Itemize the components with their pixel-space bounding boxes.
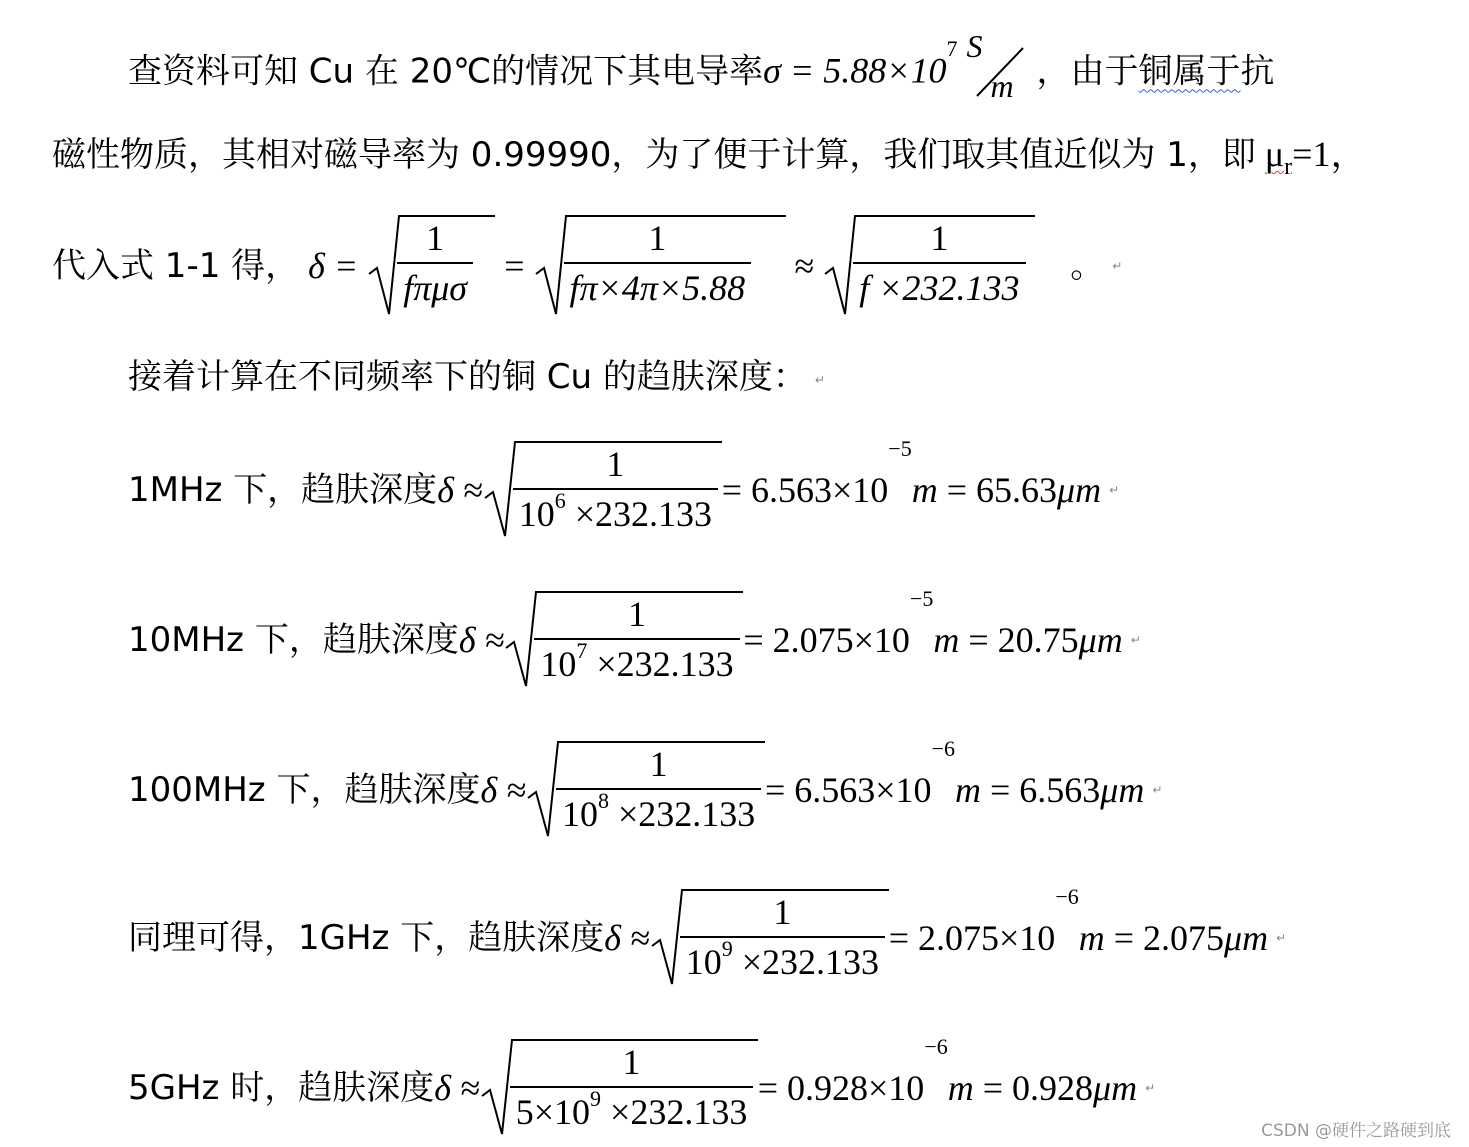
den-exponent: 8	[597, 788, 609, 813]
result-value: = 6.563×10	[764, 770, 932, 810]
spellcheck-underlined-text: 铜属于	[1138, 51, 1241, 92]
row-1ghz	[128, 883, 1287, 988]
numerator: 1	[426, 218, 445, 258]
paragraph-3-text: 代入式 1-1 得，	[52, 246, 300, 286]
radical-icon	[823, 214, 1035, 318]
paragraph-4	[128, 357, 825, 397]
numerator: 1	[606, 444, 625, 484]
sqrt-term	[480, 1038, 758, 1138]
paragraph-mark-icon: ↵	[1152, 783, 1163, 797]
numerator: 1	[773, 892, 792, 932]
radical-icon	[650, 888, 889, 988]
paragraph-mark-icon: ↵	[1130, 633, 1141, 647]
paragraph-3	[52, 214, 1122, 318]
radical-icon	[504, 590, 743, 690]
paragraph-1	[128, 28, 1275, 104]
numerator: 1	[627, 594, 646, 634]
conductivity-exponent: 7	[946, 36, 958, 61]
den-base: 10	[540, 644, 577, 684]
denominator: f ×232.133	[853, 262, 1025, 306]
den-exponent: 7	[576, 638, 588, 663]
paragraph-mark-icon: ↵	[1145, 1081, 1156, 1095]
result-exponent: −5	[909, 585, 934, 611]
radical-icon	[526, 740, 765, 840]
row-label: 1MHz 下，趋肤深度	[128, 470, 438, 510]
paragraph-2-tail: =1，	[1292, 134, 1367, 174]
denominator: fπμσ	[397, 262, 473, 306]
paragraph-mark-icon: ↵	[1112, 259, 1123, 273]
paragraph-1-text: 查资料可知 Cu 在 20℃的情况下其电导率	[128, 51, 764, 92]
mu-r-symbol	[1264, 134, 1293, 181]
result-micro-value: = 65.63	[937, 470, 1058, 510]
result-exponent: −6	[1055, 883, 1079, 909]
mu-symbol: μ	[1264, 134, 1285, 174]
numerator: 1	[622, 1042, 641, 1082]
den-exponent: 6	[554, 488, 566, 513]
den-exponent: 9	[721, 936, 733, 961]
paragraph-2-text: 磁性物质，其相对磁导率为 0.99990，为了便于计算，我们取其值近似为 1，即	[52, 135, 1256, 175]
denominator: fπ×4π×5.88	[564, 262, 752, 306]
result-exponent: −5	[888, 435, 912, 461]
result-micro-unit: μm	[1057, 470, 1102, 510]
result-micro-value: = 20.75	[959, 620, 1079, 660]
result	[764, 735, 1145, 810]
result-micro-unit: μm	[1224, 918, 1269, 958]
row-label: 100MHz 下，趋肤深度	[128, 770, 481, 810]
row-100mhz	[128, 735, 1163, 840]
result-exponent: −6	[924, 1033, 948, 1059]
result	[757, 1033, 1138, 1108]
equals-sign: =	[504, 246, 525, 286]
den-base: 10	[561, 794, 598, 834]
result-exponent: −6	[931, 735, 955, 761]
radical-icon	[480, 1038, 758, 1138]
sqrt-term	[650, 888, 889, 988]
paragraph-4-text: 接着计算在不同频率下的铜 Cu 的趋肤深度：	[128, 357, 807, 397]
result-micro-value: = 0.928	[973, 1068, 1094, 1108]
row-10mhz	[128, 585, 1141, 690]
delta-equals: δ =	[308, 246, 359, 286]
result	[743, 585, 1123, 660]
delta-approx: δ ≈	[458, 620, 505, 660]
result-unit: m	[947, 1068, 974, 1108]
delta-approx: δ ≈	[480, 770, 526, 810]
radical-icon	[534, 214, 786, 318]
den-tail: ×232.133	[565, 494, 712, 534]
sqrt-term-1	[367, 214, 495, 318]
den-tail: ×232.133	[601, 1092, 748, 1132]
result-unit: m	[954, 770, 981, 810]
delta-approx: δ ≈	[604, 918, 650, 958]
den-exponent: 9	[590, 1086, 602, 1111]
result-value: = 2.075×10	[743, 620, 910, 660]
paragraph-2	[52, 136, 1366, 179]
unit-siemens-per-meter	[966, 28, 1037, 104]
row-label: 5GHz 时，趋肤深度	[128, 1068, 435, 1108]
result-micro-unit: μm	[1100, 770, 1145, 810]
sqrt-term	[526, 740, 765, 840]
den-tail: ×232.133	[608, 794, 756, 834]
sqrt-term	[483, 440, 722, 540]
row-5ghz	[128, 1033, 1156, 1138]
result	[888, 883, 1269, 958]
unit-denominator: m	[990, 68, 1014, 104]
radical-icon	[367, 214, 495, 318]
den-tail: ×232.133	[732, 942, 880, 982]
row-label: 10MHz 下，趋肤深度	[128, 620, 459, 660]
result-value: = 6.563×10	[721, 470, 889, 510]
period: 。	[1070, 246, 1105, 286]
mu-subscript: r	[1284, 154, 1293, 181]
den-base: 5×10	[515, 1092, 591, 1132]
result-micro-unit: μm	[1093, 1068, 1138, 1108]
den-tail: ×232.133	[587, 644, 734, 684]
approx-sign: ≈	[794, 246, 815, 286]
numerator: 1	[648, 218, 667, 258]
sqrt-term-2	[534, 214, 786, 318]
result-unit: m	[933, 620, 960, 660]
radical-icon	[483, 440, 722, 540]
den-base: 10	[518, 494, 555, 534]
paragraph-mark-icon: ↵	[1276, 931, 1287, 945]
result-micro-unit: μm	[1078, 620, 1123, 660]
den-base: 10	[685, 942, 722, 982]
watermark-footer: CSDN @硬件之路硬到底	[1261, 1121, 1451, 1141]
conductivity-formula: σ = 5.88×10	[763, 50, 947, 91]
row-label: 同理可得，1GHz 下，趋肤深度	[128, 918, 605, 958]
unit-numerator: S	[966, 28, 983, 64]
result-value: = 2.075×10	[888, 918, 1056, 958]
result-unit: m	[911, 470, 938, 510]
result-unit: m	[1078, 918, 1105, 958]
paragraph-mark-icon: ↵	[814, 372, 825, 387]
result-micro-value: = 6.563	[980, 770, 1101, 810]
row-1mhz	[128, 435, 1120, 540]
result-micro-value: = 2.075	[1104, 918, 1225, 958]
numerator: 1	[930, 218, 949, 258]
sqrt-term-3	[823, 214, 1035, 318]
numerator: 1	[649, 744, 668, 784]
paragraph-1-text-b: ，由于	[1036, 51, 1139, 92]
paragraph-mark-icon: ↵	[1109, 483, 1120, 497]
result	[721, 435, 1102, 510]
delta-approx: δ ≈	[437, 470, 483, 510]
paragraph-1-text-d: 抗	[1240, 51, 1275, 92]
delta-approx: δ ≈	[434, 1068, 480, 1108]
sqrt-term	[504, 590, 743, 690]
result-value: = 0.928×10	[757, 1068, 925, 1108]
